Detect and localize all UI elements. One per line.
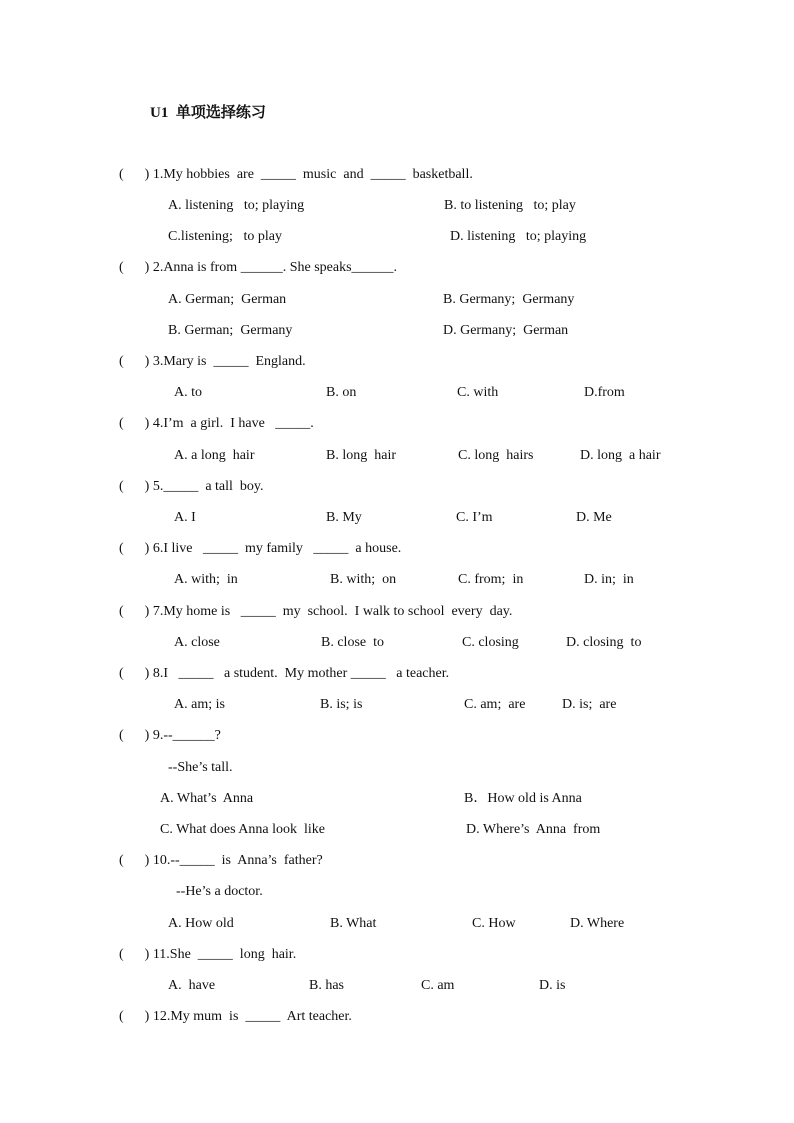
question-7-option-c: C. closing: [462, 635, 519, 650]
question-5-option-d: D. Me: [576, 510, 612, 525]
question-11-stem: ( ) 11.She _____ long hair.: [119, 947, 297, 962]
question-8-option-c: C. am; are: [464, 697, 526, 712]
question-1-option-a: A. listening to; playing: [168, 198, 305, 213]
question-4-option-a: A. a long hair: [174, 448, 255, 463]
question-10-option-d: D. Where: [570, 916, 625, 931]
question-4-option-b: B. long hair: [326, 448, 396, 463]
question-9-option-c: C. What does Anna look like: [160, 822, 325, 837]
question-8-option-a: A. am; is: [174, 697, 225, 712]
question-9-option-a: A. What’s Anna: [160, 791, 254, 806]
question-7-stem: ( ) 7.My home is _____ my school. I walk to school every day.: [119, 604, 513, 619]
question-3-option-c: C. with: [457, 385, 499, 400]
question-11-option-d: D. is: [539, 978, 566, 993]
question-5-stem: ( ) 5._____ a tall boy.: [119, 479, 264, 494]
question-5-option-c: C. I’m: [456, 510, 493, 525]
question-1-option-c: C.listening; to play: [168, 229, 282, 244]
question-7-option-b: B. close to: [321, 635, 384, 650]
question-6-stem: ( ) 6.I live _____ my family _____ a house.: [119, 541, 402, 556]
question-1-option-b: B. to listening to; play: [444, 198, 576, 213]
question-11-option-a: A. have: [168, 978, 216, 993]
question-2-option-b: B. Germany; Germany: [443, 292, 575, 307]
question-8-stem: ( ) 8.I _____ a student. My mother _____ a teacher.: [119, 666, 450, 681]
question-8-option-b: B. is; is: [320, 697, 363, 712]
question-7-option-d: D. closing to: [566, 635, 642, 650]
question-6-option-d: D. in; in: [584, 572, 634, 587]
question-9-option-b: B．How old is Anna: [464, 791, 582, 806]
question-12-stem: ( ) 12.My mum is _____ Art teacher.: [119, 1009, 352, 1024]
question-2-option-d: D. Germany; German: [443, 323, 569, 338]
question-2-option-c: B. German; Germany: [168, 323, 293, 338]
question-5-option-b: B. My: [326, 510, 362, 525]
question-4-option-c: C. long hairs: [458, 448, 534, 463]
question-3-stem: ( ) 3.Mary is _____ England.: [119, 354, 306, 369]
question-1-option-d: D. listening to; playing: [450, 229, 587, 244]
question-9-stem: ( ) 9.--______?: [119, 728, 221, 743]
question-6-option-a: A. with; in: [174, 572, 238, 587]
question-1-stem: ( ) 1.My hobbies are _____ music and _____ basketball.: [119, 167, 473, 182]
question-10-stem: ( ) 10.--_____ is Anna’s father?: [119, 853, 323, 868]
question-3-option-b: B. on: [326, 385, 357, 400]
question-2-stem: ( ) 2.Anna is from ______. She speaks______.: [119, 260, 398, 275]
question-10-option-a: A. How old: [168, 916, 234, 931]
question-4-stem: ( ) 4.I’m a girl. I have _____.: [119, 416, 314, 431]
question-11-option-c: C. am: [421, 978, 455, 993]
question-4-option-d: D. long a hair: [580, 448, 661, 463]
question-6-option-b: B. with; on: [330, 572, 397, 587]
question-3-option-a: A. to: [174, 385, 202, 400]
question-10-option-b: B. What: [330, 916, 377, 931]
question-11-option-b: B. has: [309, 978, 344, 993]
question-6-option-c: C. from; in: [458, 572, 524, 587]
worksheet-title: U1 单项选择练习: [150, 105, 266, 121]
question-2-option-a: A. German; German: [168, 292, 287, 307]
question-5-option-a: A. I: [174, 510, 196, 525]
question-7-option-a: A. close: [174, 635, 220, 650]
question-9-answer-line: --She’s tall.: [168, 760, 233, 775]
question-9-option-d: D. Where’s Anna from: [466, 822, 601, 837]
question-10-answer-line: --He’s a doctor.: [176, 884, 263, 899]
question-3-option-d: D.from: [584, 385, 625, 400]
question-8-option-d: D. is; are: [562, 697, 617, 712]
question-10-option-c: C. How: [472, 916, 516, 931]
